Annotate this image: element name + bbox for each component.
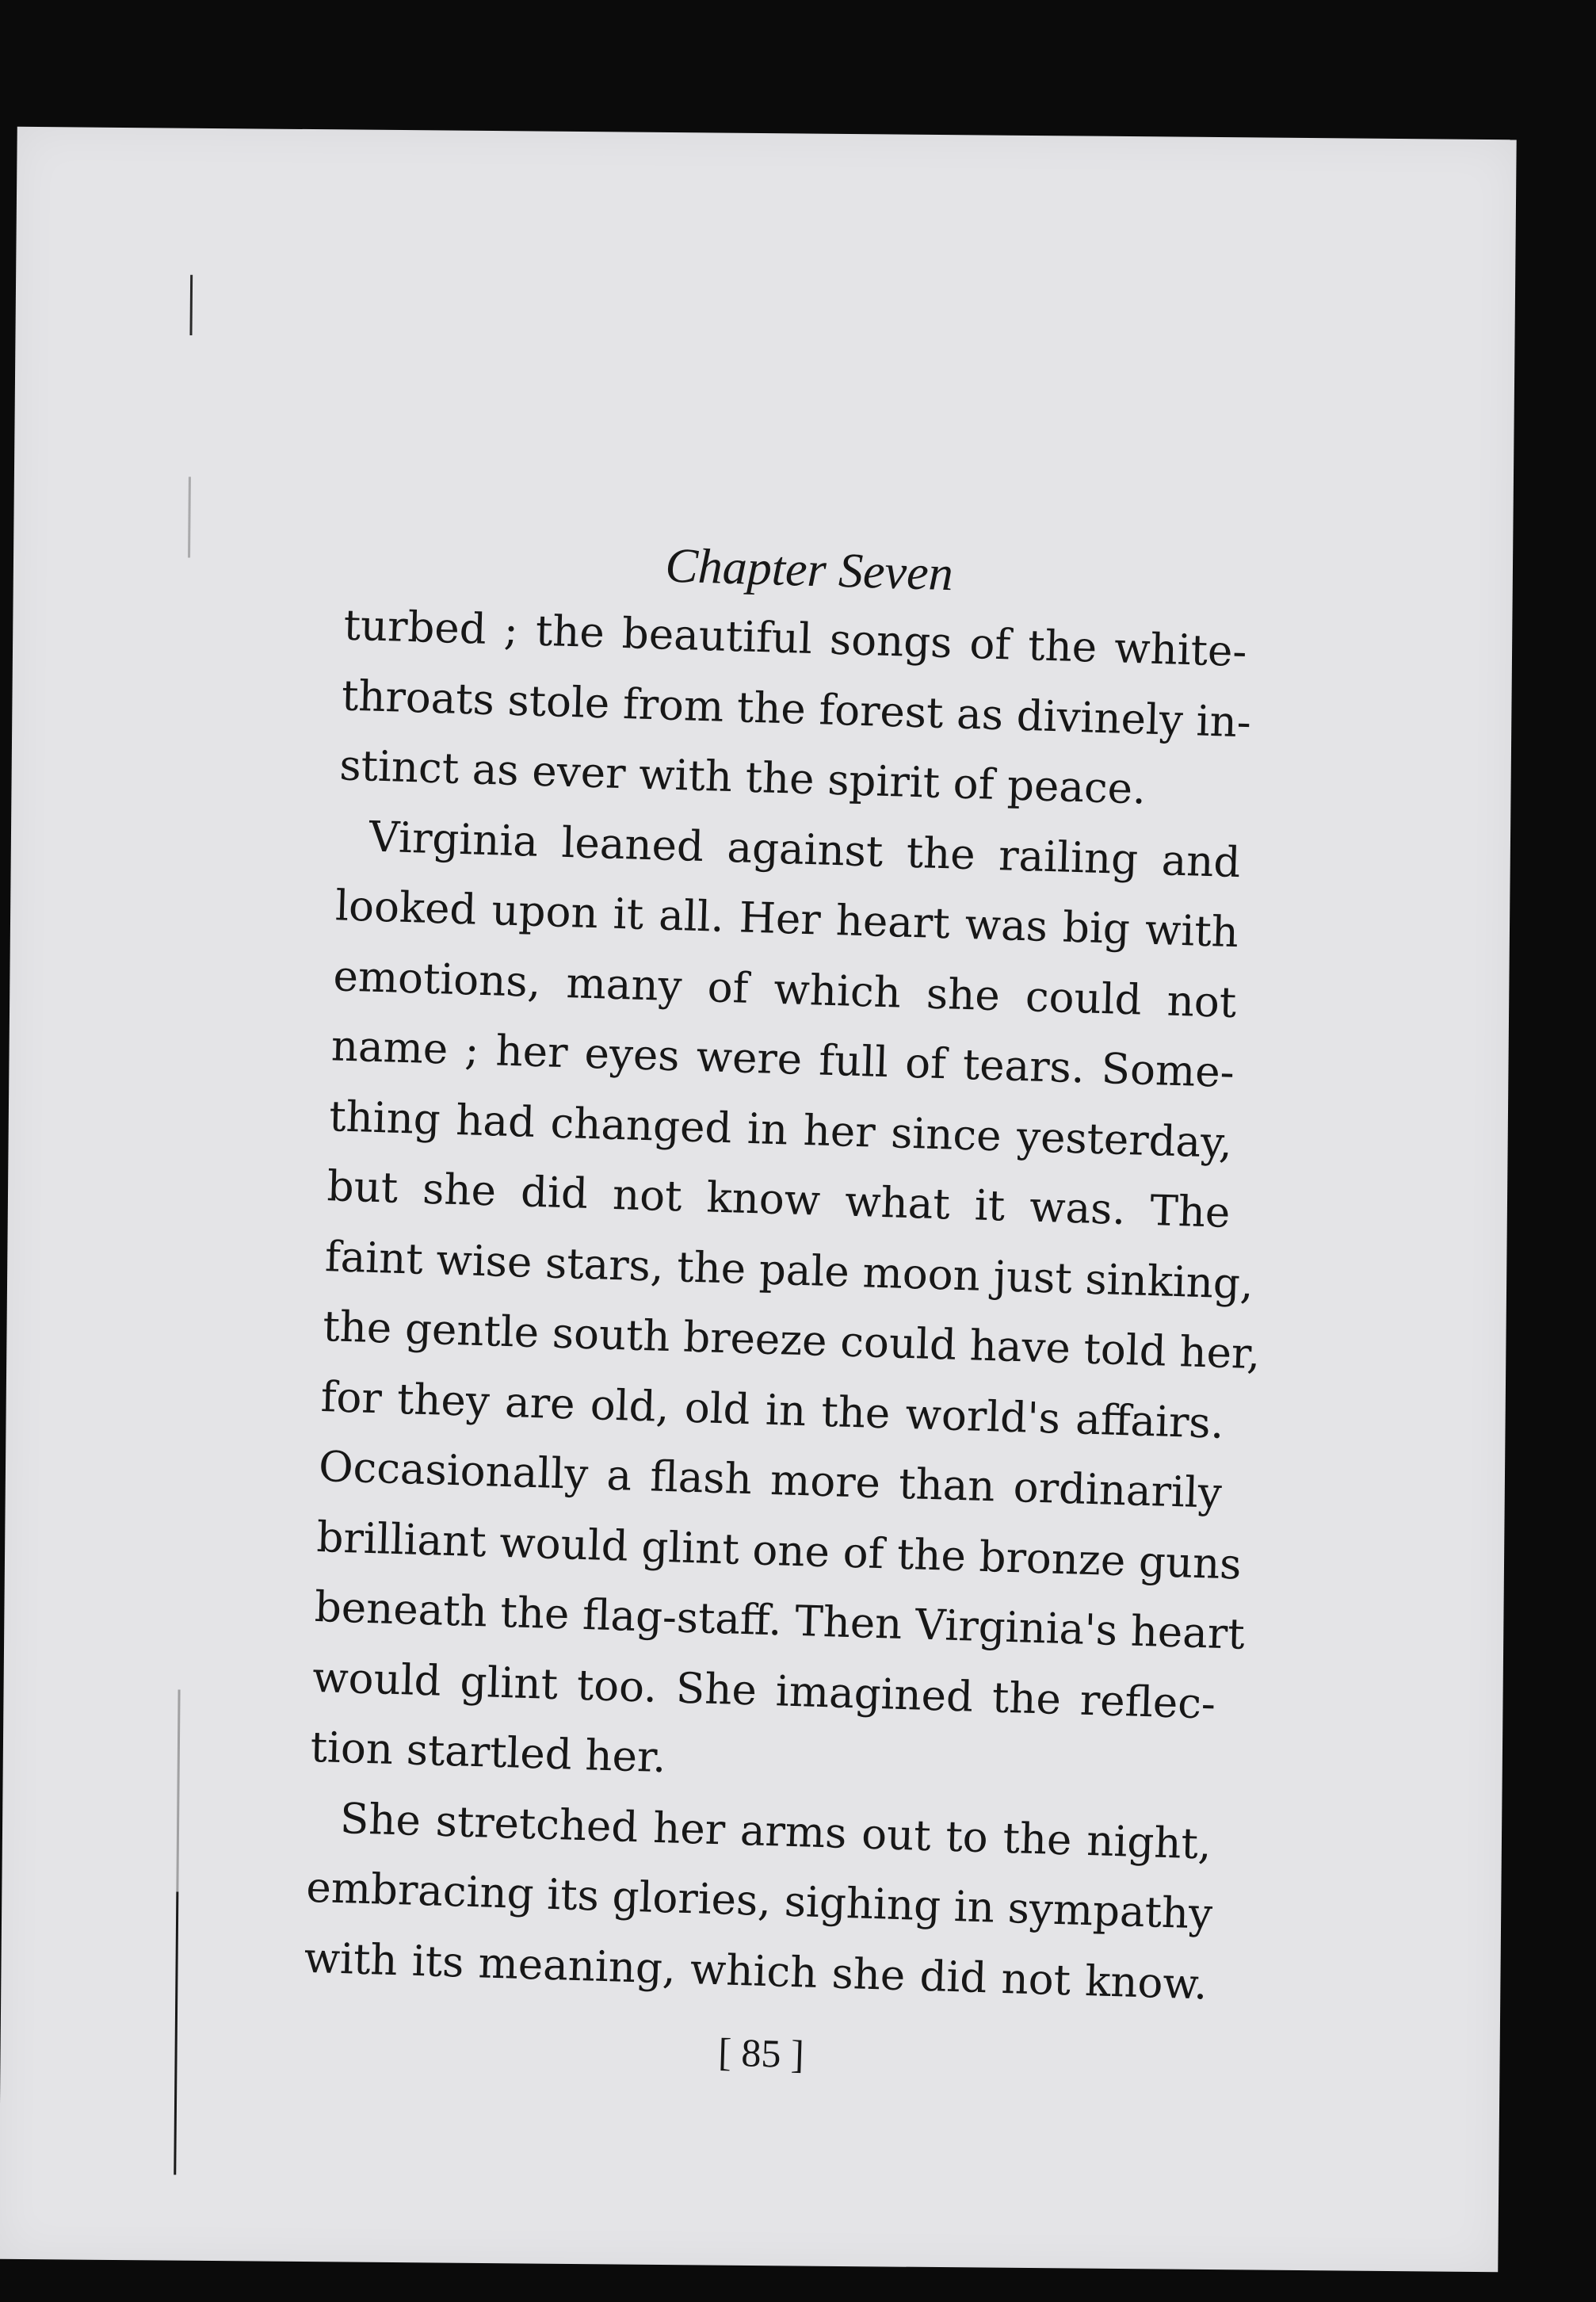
text-line: for they are old, old in the world's affairs. (319, 1372, 1225, 1448)
running-head: Chapter Seven (664, 538, 954, 602)
text-line: name ; her eyes were full of tears. Some- (330, 1022, 1235, 1098)
paragraph-2 (309, 801, 1262, 1810)
text-line: but she did not know what it was. The (326, 1162, 1231, 1237)
text-line: emotions, many of which she could not (332, 951, 1238, 1027)
text-line: thing had changed in her since yesterday, (328, 1092, 1233, 1168)
text-line: brilliant would glint one of the bronze guns (315, 1512, 1243, 1589)
text-line: She stretched her arms out to the night, (339, 1794, 1212, 1869)
text-line: Virginia leaned against the railing and (368, 813, 1242, 887)
text-line: looked upon it all. Her heart was big with (334, 881, 1239, 958)
text-line: tion startled her. (309, 1723, 667, 1783)
paragraph-3 (304, 1783, 1212, 2020)
text-line: stinct as ever with the spirit of peace. (338, 741, 1147, 814)
text-line: with its meaning, which she did not know. (303, 1933, 1208, 2009)
page-number: [ 85 ] (717, 2029, 805, 2077)
text-line: embracing its glories, sighing in sympathy (305, 1863, 1213, 1939)
text-line: throats stole from the forest as divinely in- (341, 671, 1252, 747)
gutter-fold-line (173, 275, 193, 2296)
book-page (0, 127, 1517, 2272)
text-line: beneath the flag-staff. Then Virginia's heart (314, 1582, 1246, 1659)
paragraph-1 (338, 591, 1252, 828)
text-line: the gentle south breeze could have told her, (322, 1302, 1262, 1379)
text-line: Occasionally a flash more than ordinarily (318, 1442, 1223, 1518)
text-line: faint wise stars, the pale moon just sinking, (324, 1232, 1254, 1309)
scan-right-edge (1574, 133, 1596, 2302)
text-line: would glint too. She imagined the reflec- (311, 1653, 1216, 1729)
text-line: turbed ; the beautiful songs of the white- (342, 601, 1248, 677)
page-text-block (301, 525, 1262, 2098)
